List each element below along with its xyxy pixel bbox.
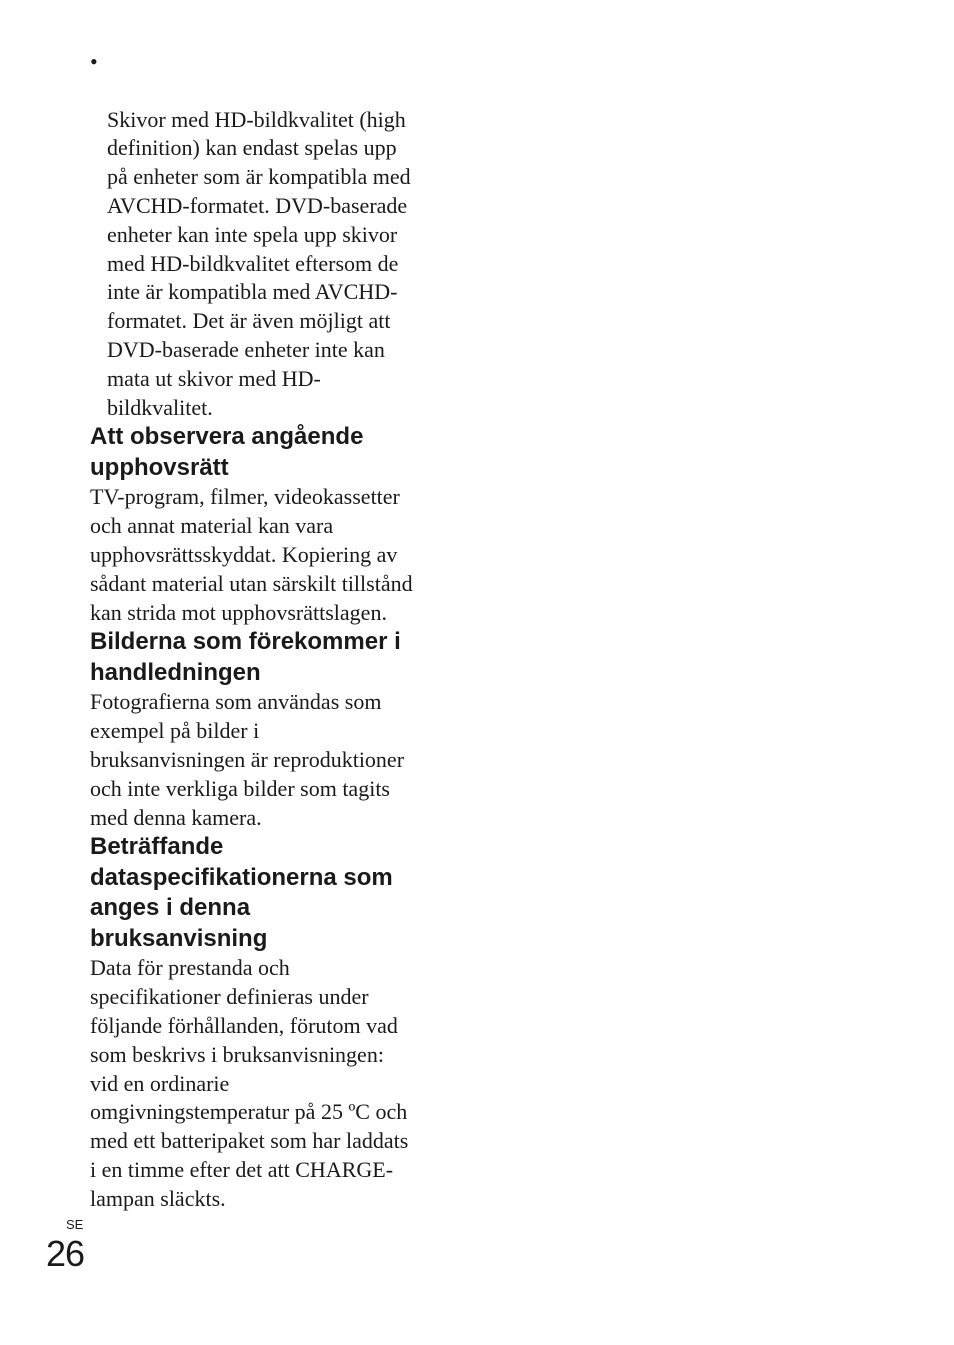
section-body-images: Fotografierna som användas som exempel på bilder i bruksanvisningen är reproduktioner och inte verkliga bilder som tagits med denna kamera. xyxy=(90,689,405,830)
bullet-item-hd-discs xyxy=(90,48,445,422)
text-column xyxy=(90,48,445,1214)
section-heading-specifications: Beträffande dataspecifikationerna som anges i denna bruksanvisning xyxy=(90,833,393,952)
bullet-text: Skivor med HD-bildkvalitet (high definition) kan endast spelas upp på enheter som är kompatibla med AVCHD-formatet. DVD-baserade enheter kan inte spela upp skivor med HD-bildkvalitet eftersom de inte är kompatibla med AVCHD- formatet. Det är även möjligt att DVD-baserade enheter inte kan mata ut skivor med HD- bildkvalitet. xyxy=(107,106,411,420)
page-language-code: SE xyxy=(66,1217,84,1232)
section-heading-copyright: Att observera angående upphovsrätt xyxy=(90,423,364,481)
section-heading-images: Bilderna som förekommer i handledningen xyxy=(90,628,401,686)
bullet-dot-icon: • xyxy=(90,49,98,74)
section-body-copyright: TV-program, filmer, videokassetter och annat material kan vara upphovsrättsskyddat. Kopiering av sådant material utan särskilt tillstånd kan strida mot upphovsrättslagen. xyxy=(90,484,413,625)
page-number: 26 xyxy=(46,1233,85,1274)
section-body-specifications: Data för prestanda och specifikationer definieras under följande förhållanden, förutom vad som beskrivs i bruksanvisningen: vid en ordinarie omgivningstemperatur på 25 ºC och med ett batteripaket som har laddats i en timme efter det att CHARGE- lampan släckts. xyxy=(90,955,409,1211)
